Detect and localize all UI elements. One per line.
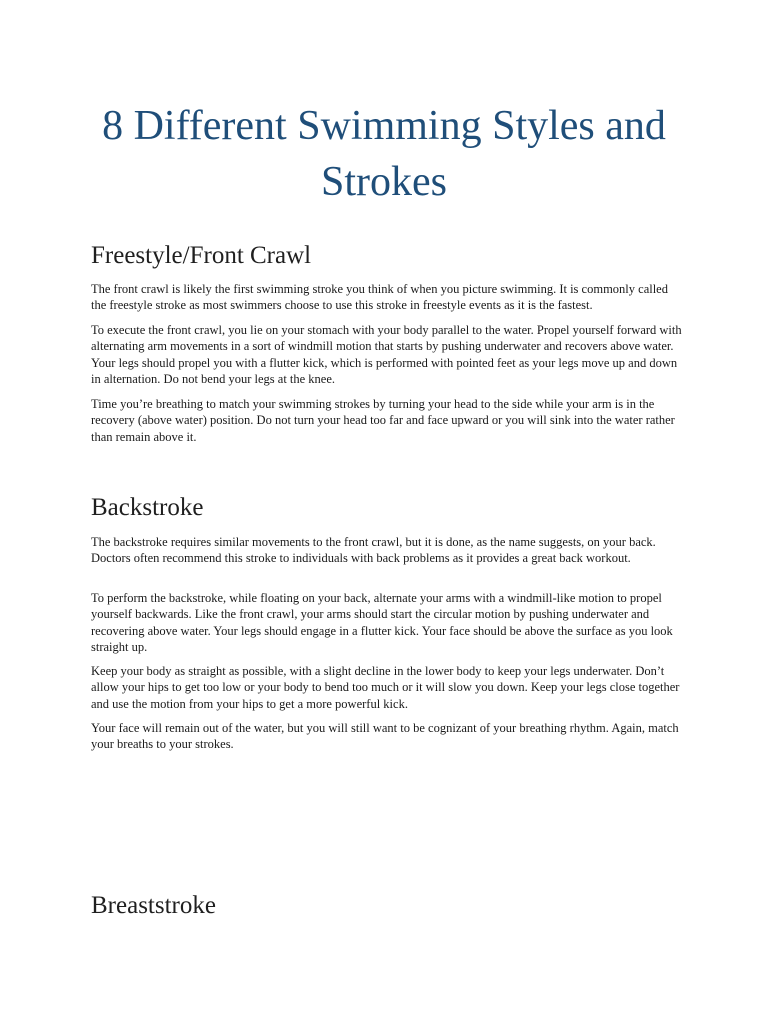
section-heading-breaststroke: Breaststroke (91, 892, 216, 919)
section-heading-backstroke: Backstroke (91, 494, 204, 521)
paragraph: Time you’re breathing to match your swimming strokes by turning your head to the side while your arm is in the recovery (above water) position. Do not turn your head too far and face upward or you will sink into the water rather than remain above it. (91, 397, 675, 444)
paragraph: Your face will remain out of the water, but you will still want to be cognizant of your breathing rhythm. Again, match your breaths to your strokes. (91, 721, 679, 752)
paragraph: To execute the front crawl, you lie on your stomach with your body parallel to the water. Propel yourself forward with alternating arm movements in a sort of windmill motion that starts by pushing underwater and recovers above water. Your legs should propel you with a flutter kick, which is performed with pointed feet as your legs move up and down in alternation. Do not bend your legs at the knee. (91, 323, 682, 386)
paragraph: To perform the backstroke, while floating on your back, alternate your arms with a windmill-like motion to propel yourself backwards. Like the front crawl, your arms should start the circular motion by pushing underwater and recovering above water. Your legs should engage in a flutter kick. Your face should be above the surface as you look straight up. (91, 591, 673, 654)
paragraph: Keep your body as straight as possible, with a slight decline in the lower body to keep your legs underwater. Don’t allow your hips to get too low or your body to bend too much or it will slow you down. Keep your legs close together and use the motion from your hips to get a more powerful kick. (91, 664, 680, 711)
paragraph: The front crawl is likely the first swimming stroke you think of when you picture swimming. It is commonly called the freestyle stroke as most swimmers choose to use this stroke in freestyle events as it is the fastest. (91, 282, 668, 313)
document-title: 8 Different Swimming Styles and Strokes (102, 103, 666, 205)
section-heading-freestyle: Freestyle/Front Crawl (91, 242, 312, 269)
paragraph: The backstroke requires similar movements to the front crawl, but it is done, as the name suggests, on your back. Doctors often recommend this stroke to individuals with back problems as it provides a great back workout. (91, 535, 656, 566)
